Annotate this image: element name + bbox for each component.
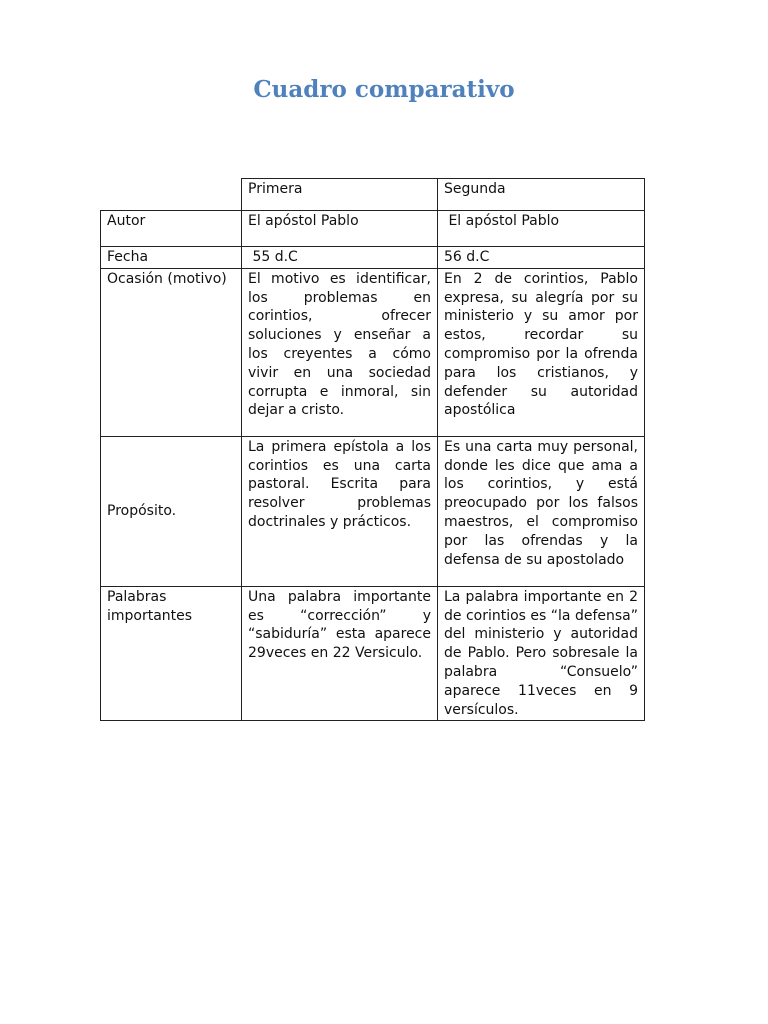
cell-primera: 55 d.C [242,247,438,269]
row-label: Palabras importantes [101,586,242,721]
cell-primera: El apóstol Pablo [242,211,438,247]
table-row-fecha [101,247,645,269]
table-row-palabras [101,586,645,721]
header-cell-empty [101,179,242,211]
table-row-proposito [101,436,645,586]
row-label: Ocasión (motivo) [101,268,242,436]
table-header-row [101,179,645,211]
document-title: Cuadro comparativo [253,76,515,103]
cell-primera: El motivo es identificar, los problemas en corintios, ofrecer soluciones y enseñar a los creyentes a cómo vivir en una sociedad corrupta e inmoral, sin dejar a cristo. [242,268,438,436]
cell-segunda: En 2 de corintios, Pablo expresa, su alegría por su ministerio y su amor por estos, recordar su compromiso por la ofrenda para los cristianos, y defender su autoridad apostólica [438,268,645,436]
cell-segunda: Es una carta muy personal, donde les dice que ama a los corintios, y está preocupado por los falsos maestros, el compromiso por las ofrendas y la defensa de su apostolado [438,436,645,586]
cell-primera: Una palabra importante es “corrección” y “sabiduría” esta aparece 29veces en 22 Versiculo. [242,586,438,721]
cell-segunda: El apóstol Pablo [438,211,645,247]
row-label: Autor [101,211,242,247]
cell-segunda: 56 d.C [438,247,645,269]
header-cell-primera: Primera [242,179,438,211]
comparison-table [100,178,645,721]
cell-primera: La primera epístola a los corintios es una carta pastoral. Escrita para resolver problemas doctrinales y prácticos. [242,436,438,586]
row-label: Propósito. [101,436,242,586]
table-row-ocasion [101,268,645,436]
header-cell-segunda: Segunda [438,179,645,211]
table-row-autor [101,211,645,247]
row-label: Fecha [101,247,242,269]
cell-segunda: La palabra importante en 2 de corintios es “la defensa” del ministerio y autoridad de Pablo. Pero sobresale la palabra “Consuelo” aparece 11veces en 9 versículos. [438,586,645,721]
